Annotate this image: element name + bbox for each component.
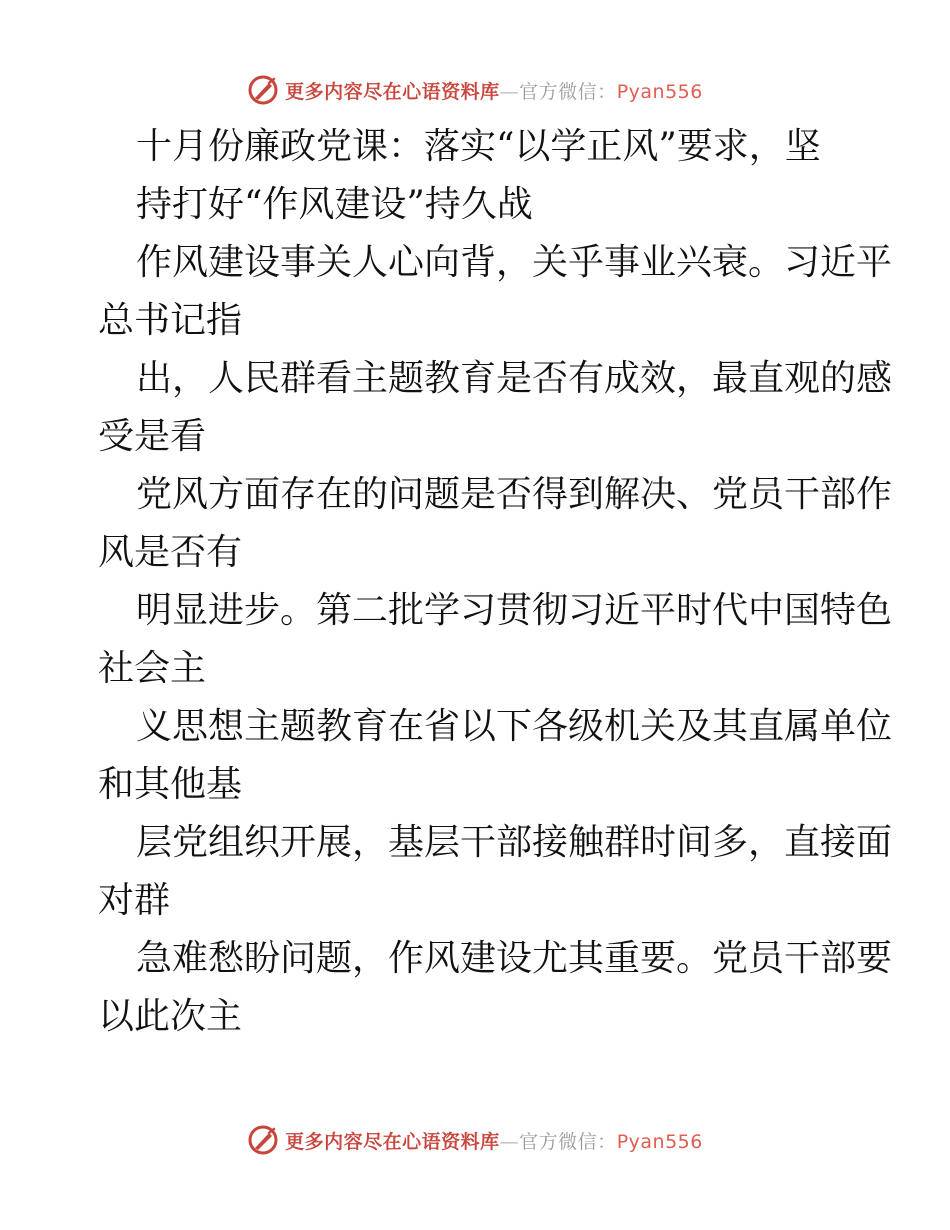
footer-watermark [0,1120,950,1160]
watermark-text [285,77,703,104]
body-line: 层党组织开展，基层干部接触群时间多，直接面 [136,822,893,863]
body-line: 明显进步。第二批学习贯彻习近平时代中国特色 [136,590,893,631]
body-line: 风是否有 [98,532,243,573]
body-line: 总书记指 [98,300,243,341]
body-line: 义思想主题教育在省以下各级机关及其直属单位 [136,706,893,747]
body-line: 作风建设事关人心向背，关乎事业兴衰。习近平 [136,242,893,283]
body-line: 出，人民群看主题教育是否有成效，最直观的感 [136,358,893,399]
body-line: 急难愁盼问题，作风建设尤其重要。党员干部要 [136,938,893,979]
body-line: 对群 [98,880,171,921]
quill-seal-icon [247,1124,279,1156]
body-line: 以此次主 [98,996,243,1037]
watermark-site: 更多内容尽在心语资料库 [285,80,500,103]
watermark-text [285,1127,703,1154]
body-line: 党风方面存在的问题是否得到解决、党员干部作 [136,474,893,515]
watermark-wechat-label: 官方微信： [519,80,617,103]
watermark-site: 更多内容尽在心语资料库 [285,1130,500,1153]
quill-seal-icon [247,74,279,106]
document-body [98,118,893,1046]
body-line: 受是看 [98,416,207,457]
header-watermark [0,70,950,110]
watermark-wechat-id: Pyan556 [616,80,703,103]
watermark-wechat-id: Pyan556 [616,1130,703,1153]
body-line: 和其他基 [98,764,243,805]
title-line: 持打好“作风建设”持久战 [136,184,533,225]
watermark-dash: — [499,1130,520,1153]
title-line: 十月份廉政党课：落实“以学正风”要求，坚 [136,126,821,167]
watermark-dash: — [499,80,520,103]
watermark-wechat-label: 官方微信： [519,1130,617,1153]
body-line: 社会主 [98,648,207,689]
